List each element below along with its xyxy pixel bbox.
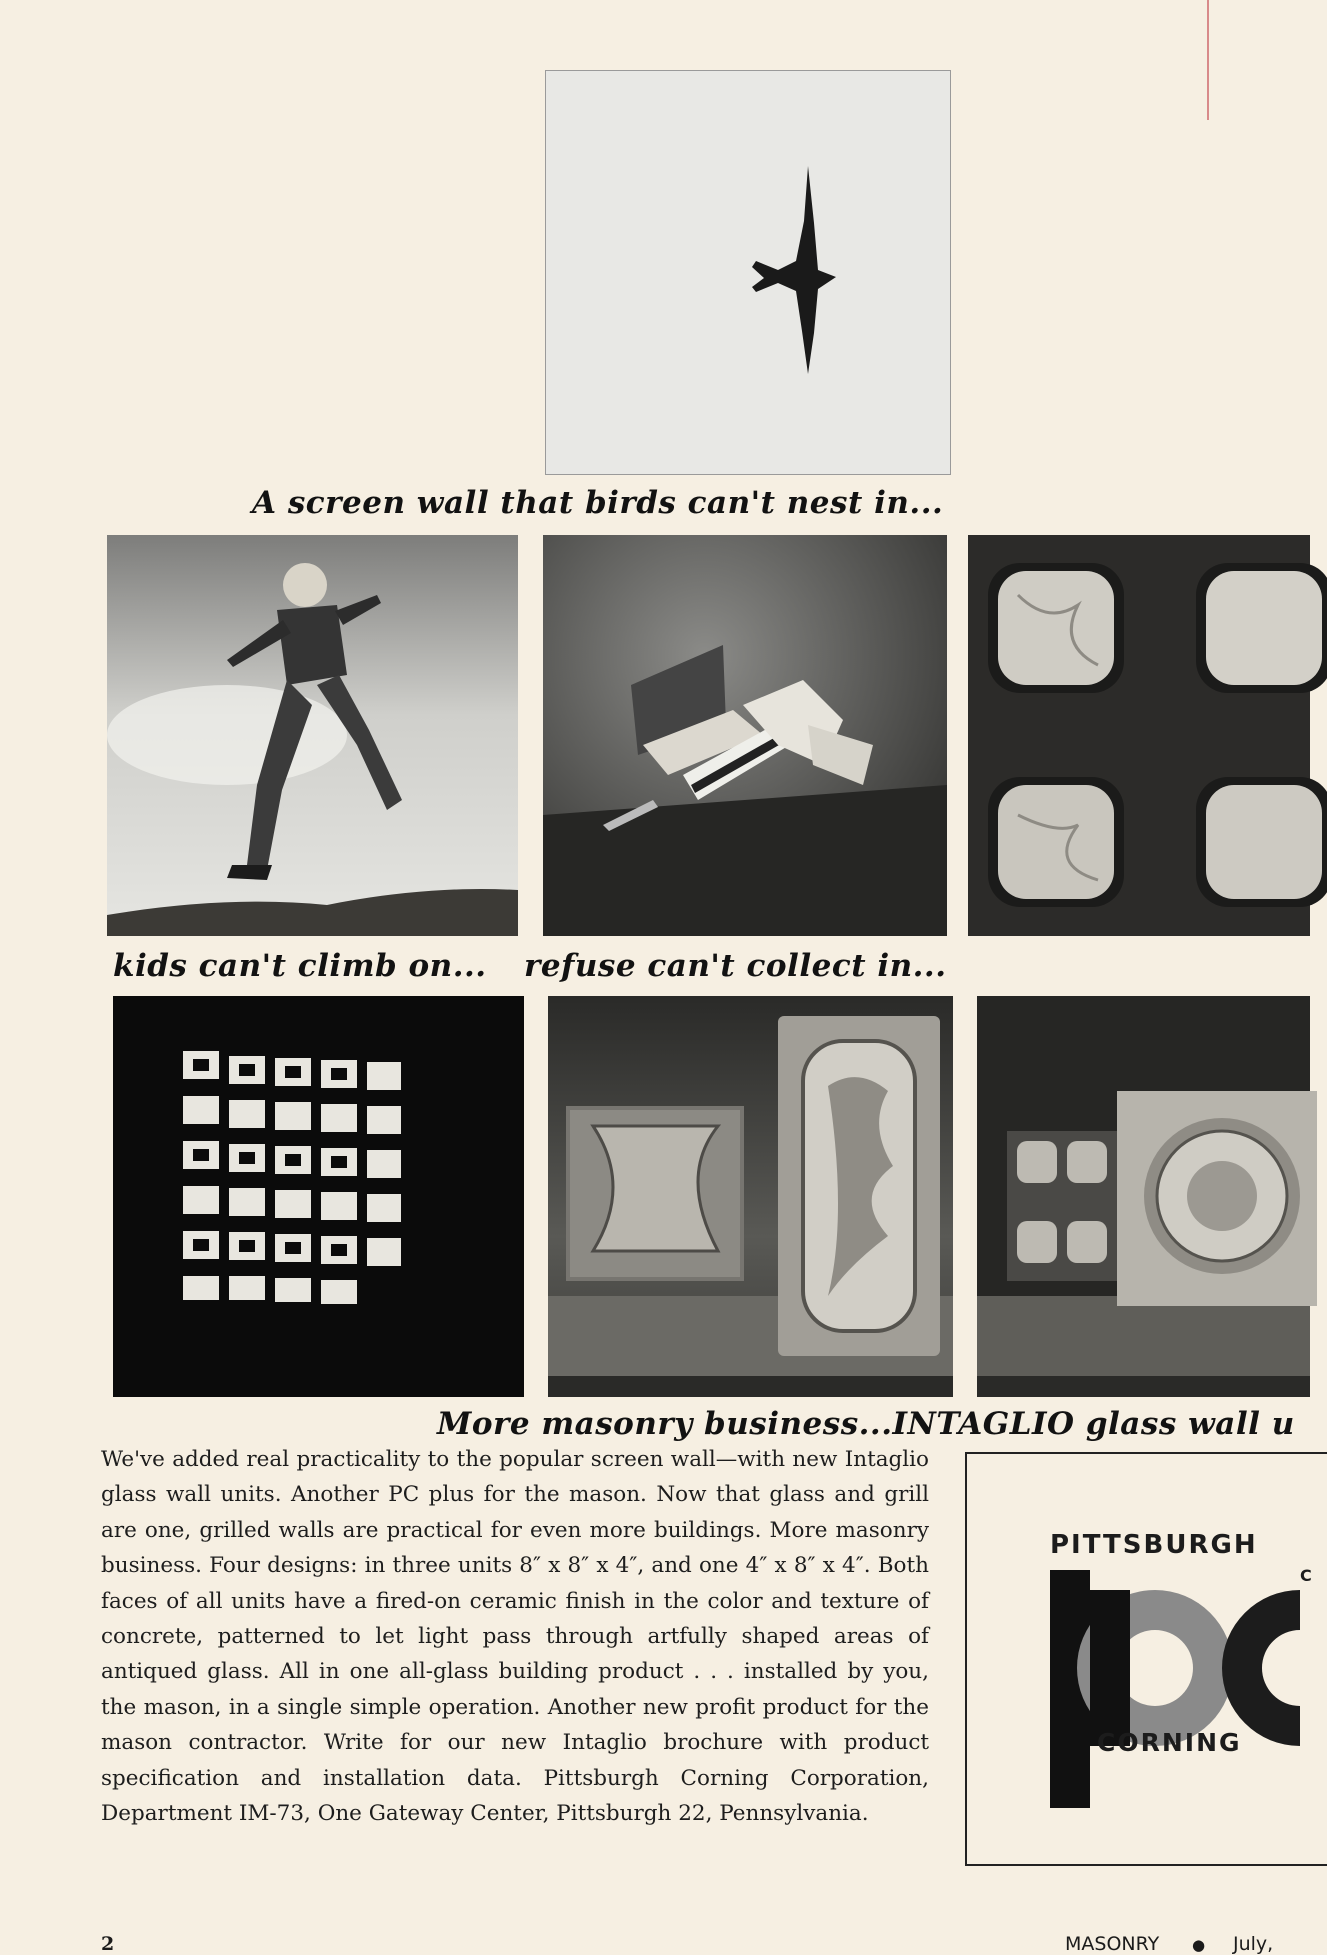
caption-refuse: refuse can't collect in... (524, 948, 947, 984)
intaglio-blocks-closeup-photo (968, 535, 1310, 936)
refuse-photo (543, 535, 947, 936)
pc-monogram-icon (1050, 1570, 1300, 1808)
logo-text-fragment: C (1300, 1566, 1312, 1585)
footer-bullet: ● (1192, 1936, 1206, 1954)
footer-publication: MASONRY (1065, 1933, 1160, 1955)
logo-text-corning: CORNING (1097, 1728, 1242, 1757)
caption-birds: A screen wall that birds can't nest in... (252, 485, 944, 521)
pittsburgh-corning-logo-box (965, 1452, 1327, 1866)
lit-screen-wall-photo (113, 996, 524, 1397)
footer-date: July, (1233, 1933, 1274, 1955)
bird-icon (546, 71, 950, 474)
page-number: 2 (101, 1933, 115, 1955)
logo-text-pittsburgh: PITTSBURGH (1050, 1530, 1258, 1560)
kid-jumping-photo (107, 535, 518, 936)
bird-photo (545, 70, 951, 475)
page-edge-line (1207, 0, 1209, 120)
intaglio-units-display-photo (548, 996, 953, 1397)
body-copy: We've added real practicality to the popular screen wall—with new Intaglio glass wall units. Another PC plus for the mason. Now that glass and grill are one, grilled walls are practical for even more buildings. More masonry business. Four designs: in three units 8″ x 8″ x 4″, and one 4″ x 8″ x 4″. Both faces of all units have a fired-on ceramic finish in the color and texture of concrete, patterned to let light pass through artfully shaped areas of antiqued glass. All in one all-glass building product . . . installed by you, the mason, in a single simple operation. Another new profit product for the mason contractor. Write for our new Intaglio brochure with product specification and installation data. Pittsburgh Corning Corporation, Department IM-73, One Gateway Center, Pittsburgh 22, Pennsylvania. (101, 1447, 929, 1827)
headline: More masonry business...INTAGLIO glass wall u (437, 1406, 1295, 1442)
intaglio-circle-block-photo (977, 996, 1310, 1397)
caption-kids: kids can't climb on... (113, 948, 487, 984)
